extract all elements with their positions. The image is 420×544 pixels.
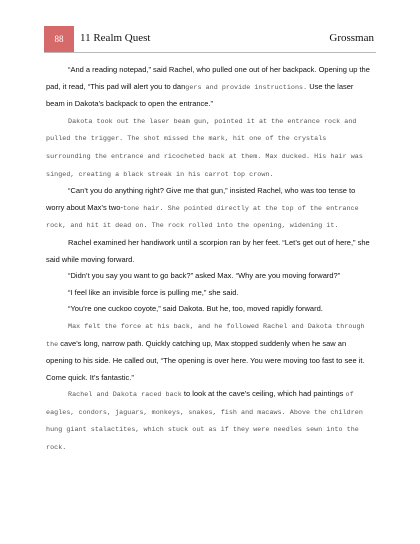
paragraph-text: Rachel and Dakota raced back (68, 391, 182, 400)
paragraph-text: “Can’t you do anything right? Give me that gun,” insisted Rachel, who was too tense to worry about Max’s two- (46, 186, 356, 212)
author-name: Grossman (329, 32, 374, 44)
paragraph (46, 386, 374, 456)
paragraph (46, 318, 374, 386)
paragraph (46, 268, 374, 285)
paragraph (46, 113, 374, 183)
paragraph-text: “You’re one cuckoo coyote,” said Dakota. But he, too, moved rapidly forward. (68, 304, 323, 314)
paragraph-text: gers and provide instructions. (185, 83, 308, 92)
book-title: 11 Realm Quest (80, 32, 151, 44)
paragraph-text: Dakota took out the laser beam gun, pointed it at the entrance rock and pulled the trigger. The shot missed the mark, hit one of the crystals surrounding the entrance and ricocheted back at them. Max ducked. His hair was singed, creating a black streak in his carrot top crown. (46, 117, 363, 179)
paragraph-text: Max felt the force at his back, and he followed Rachel and Dakota through the (46, 322, 365, 349)
paragraph-text: “Didn’t you say you want to go back?” asked Max. “Why are you moving forward?” (68, 271, 341, 281)
paragraph-text: of eagles, condors, jaguars, monkeys, snakes, fish and macaws. Above the children hung giant stalactites, which stuck out as if they were needles sewn into the rock. (46, 391, 363, 453)
paragraph-text: Rachel examined her handiwork until a scorpion ran by her feet. “Let’s get out of here,” she said while moving forward. (46, 237, 370, 264)
paragraph (46, 285, 374, 302)
paragraph-text: Use the laser beam in Dakota’s backpack to open the entrance.” (46, 81, 354, 109)
paragraph-text: cave’s long, narrow path. Quickly catching up, Max stopped suddenly when he saw an opening to his side. He called out, “The opening is over here. You were moving too fast to see it. Come quick. It’s fantastic.” (46, 338, 365, 382)
page-body (46, 62, 374, 457)
page-number-badge: 88 (44, 26, 74, 52)
paragraph (46, 62, 374, 113)
paragraph (46, 183, 374, 235)
paragraph-text: “I feel like an invisible force is pulling me,” she said. (68, 287, 239, 297)
paragraph-text: “And a reading notepad,” said Rachel, who pulled one out of her backpack. Opening up the pad, it read, “This pad will alert you to dan (46, 65, 370, 91)
paragraph (46, 235, 374, 268)
paragraph (46, 301, 374, 318)
paragraph-text: to look at the cave’s ceiling, which had paintings (181, 389, 346, 399)
paragraph-text: tone hair. She pointed directly at the top of the entrance rock, and hit it dead on. The rock rolled into the opening, widening it. (46, 204, 359, 231)
page-header (44, 26, 376, 53)
